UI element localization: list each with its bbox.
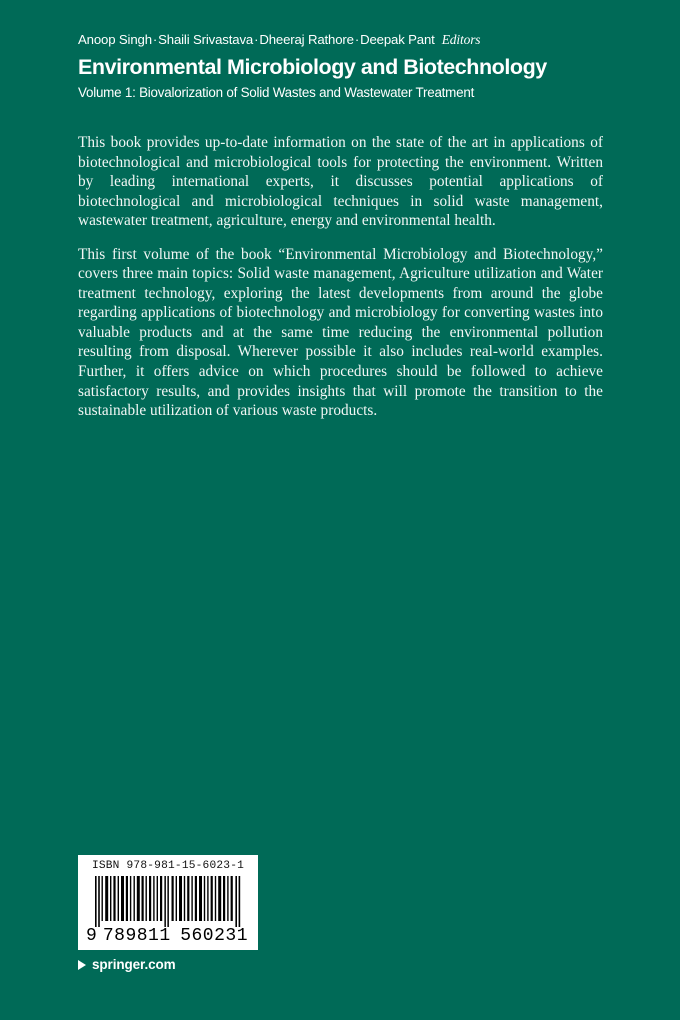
book-subtitle: Volume 1: Biovalorization of Solid Wastes and Wastewater Treatment — [78, 85, 475, 100]
editor-name-3: Dheeraj Rathore — [259, 32, 354, 47]
ean-left-group: 789811 — [102, 926, 171, 946]
isbn-label: ISBN 978-981-15-6023-1 — [91, 860, 245, 872]
ean-digits-row — [85, 927, 251, 946]
editor-name-1: Anoop Singh — [78, 32, 152, 47]
ean-lead-digit: 9 — [86, 926, 98, 946]
editor-name-2: Shaili Srivastava — [158, 32, 254, 47]
editors-line — [78, 31, 604, 48]
ean-right-group: 560231 — [180, 926, 248, 946]
editors-separator-2: · — [254, 32, 259, 47]
springer-website-line[interactable] — [78, 957, 176, 972]
back-cover-blurb — [78, 133, 603, 421]
blurb-paragraph-1: This book provides up-to-date information on the state of the art in applications of biotechnological and microbiological tools for protecting the environment. Written by leading international experts, it discusses potential applications of biotechnological and microbiological techniques in solid waste management, wastewater treatment, agriculture, energy and environmental health. — [78, 134, 603, 230]
play-triangle-icon — [78, 960, 86, 970]
editors-separator-3: · — [354, 32, 360, 47]
editors-separator-1: · — [152, 32, 158, 47]
cover-header — [78, 31, 604, 101]
book-title: Environmental Microbiology and Biotechnology — [78, 55, 547, 79]
editor-name-4: Deepak Pant — [360, 32, 435, 47]
editors-role-label: Editors — [441, 32, 481, 47]
barcode-card — [78, 855, 258, 950]
blurb-paragraph-2: This first volume of the book “Environmental Microbiology and Biotechnology,” covers three main topics: Solid waste management, Agriculture utilization and Water treatment technology, exploring the latest developments from around the globe regarding applications of biotechnology and microbiology for converting wastes into valuable products and at the same time reducing the environmental pollution resulting from disposal. Wherever possible it also includes real-world examples. Further, it offers advice on which procedures should be followed to achieve satisfactory results, and provides insights that will promote the transition to the sustainable utilization of various waste products. — [78, 245, 603, 420]
barcode-bars-svg — [85, 876, 251, 927]
springer-website-label[interactable]: springer.com — [92, 957, 176, 972]
isbn-barcode-block — [78, 855, 258, 950]
barcode-bars — [85, 876, 251, 927]
